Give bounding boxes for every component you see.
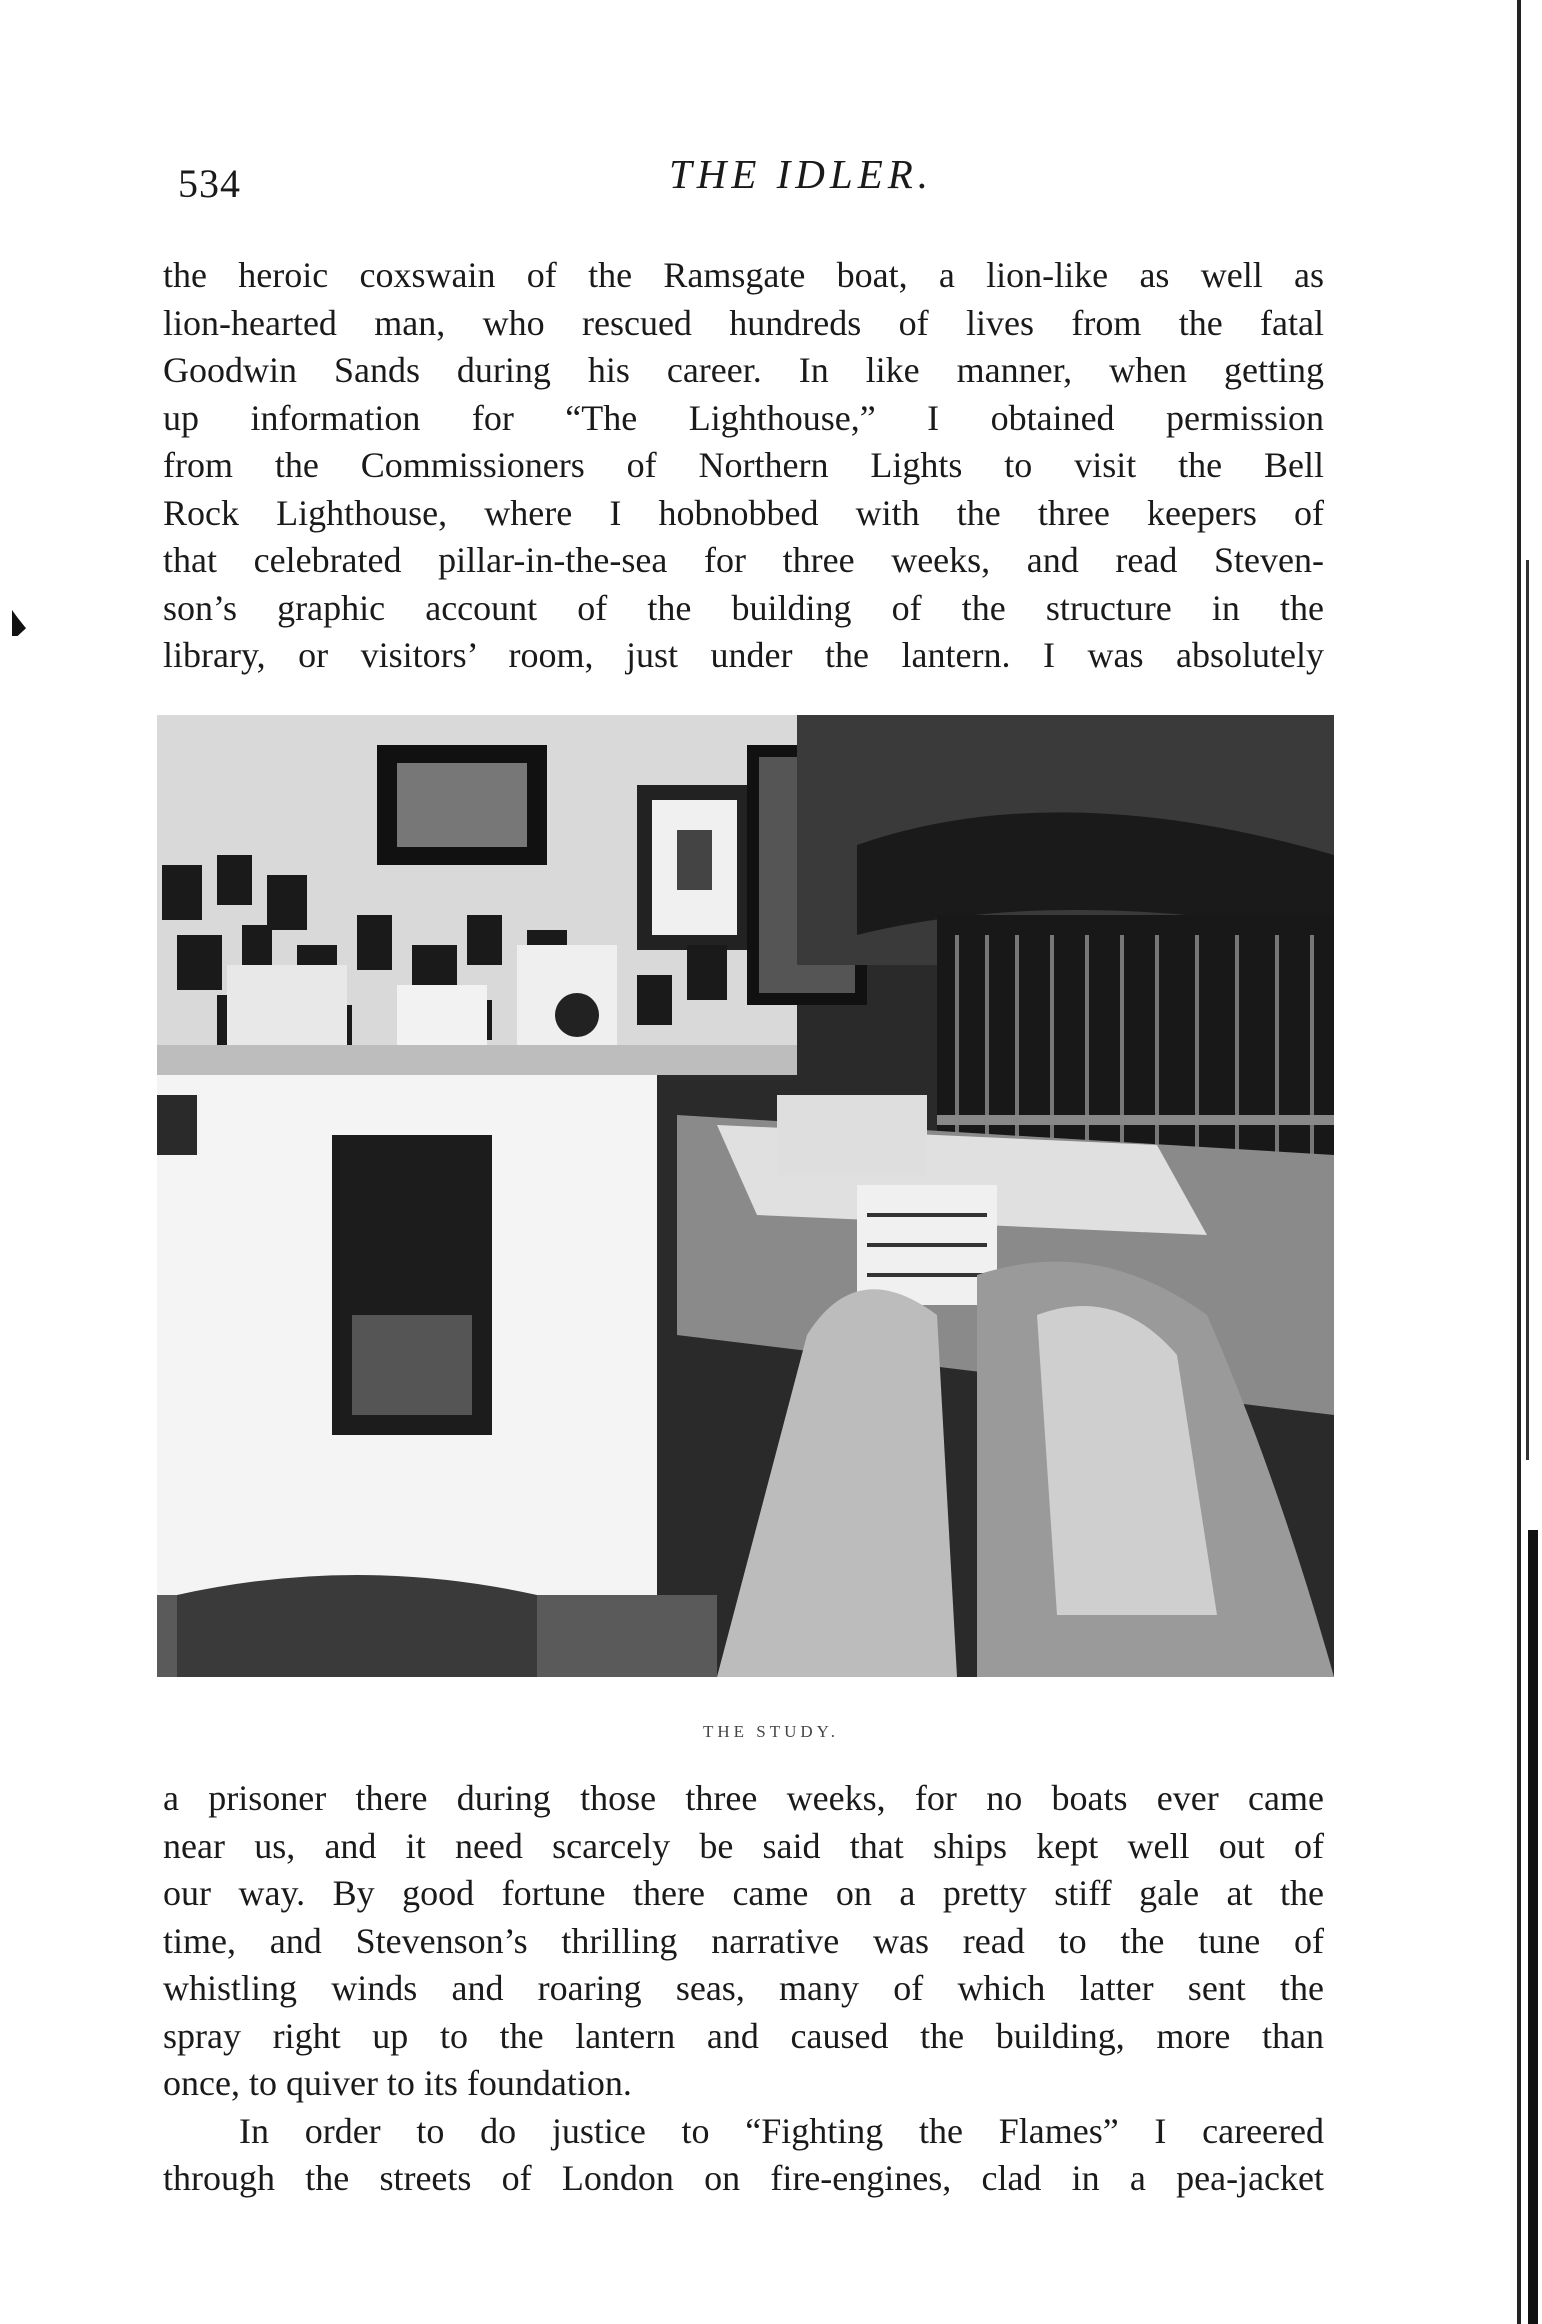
binding-edge-line <box>1517 0 1521 2324</box>
binding-shadow-bar <box>1528 1530 1538 2324</box>
figure-caption: THE STUDY. <box>702 1722 840 1741</box>
page-number: 534 <box>178 161 241 206</box>
text-line: through the streets of London on fire-engines, clad in a pea-jacket <box>163 2158 1324 2198</box>
paragraph-top <box>163 252 1324 680</box>
text-line: our way. By good fortune there came on a pretty stiff gale at the <box>163 1873 1324 1913</box>
text-line: whistling winds and roaring seas, many of which latter sent the <box>163 1968 1324 2008</box>
text-line: In order to do justice to “Fighting the Flames” I careered <box>239 2110 1324 2151</box>
text-line: time, and Stevenson’s thrilling narrative was read to the tune of <box>163 1920 1324 1961</box>
text-line: near us, and it need scarcely be said that ships kept well out of <box>163 1825 1324 1866</box>
text-line: that celebrated pillar-in-the-sea for three weeks, and read Steven- <box>163 540 1324 580</box>
text-line: lion-hearted man, who rescued hundreds of lives from the fatal <box>163 302 1324 343</box>
paragraph-middle <box>163 1775 1324 2203</box>
text-line: up information for “The Lighthouse,” I obtained permission <box>163 397 1324 438</box>
text-line: Goodwin Sands during his career. In like manner, when getting <box>163 350 1324 390</box>
text-line: son’s graphic account of the building of the structure in the <box>163 587 1324 628</box>
text-line: spray right up to the lantern and caused the building, more than <box>163 2015 1324 2056</box>
text-line: the heroic coxswain of the Ramsgate boat, a lion-like as well as <box>163 255 1324 295</box>
text-line: Rock Lighthouse, where I hobnobbed with the three keepers of <box>163 492 1324 533</box>
text-line: from the Commissioners of Northern Lights to visit the Bell <box>163 445 1324 485</box>
binding-shadow-line <box>1526 560 1529 1460</box>
text-line: once, to quiver to its foundation. <box>163 2063 632 2103</box>
study-photograph <box>157 715 1334 1677</box>
text-line: library, or visitors’ room, just under the lantern. I was absolutely <box>163 635 1324 675</box>
text-line: a prisoner there during those three weeks, for no boats ever came <box>163 1778 1324 1818</box>
margin-mark <box>12 610 26 636</box>
running-title: THE IDLER. <box>668 151 934 197</box>
